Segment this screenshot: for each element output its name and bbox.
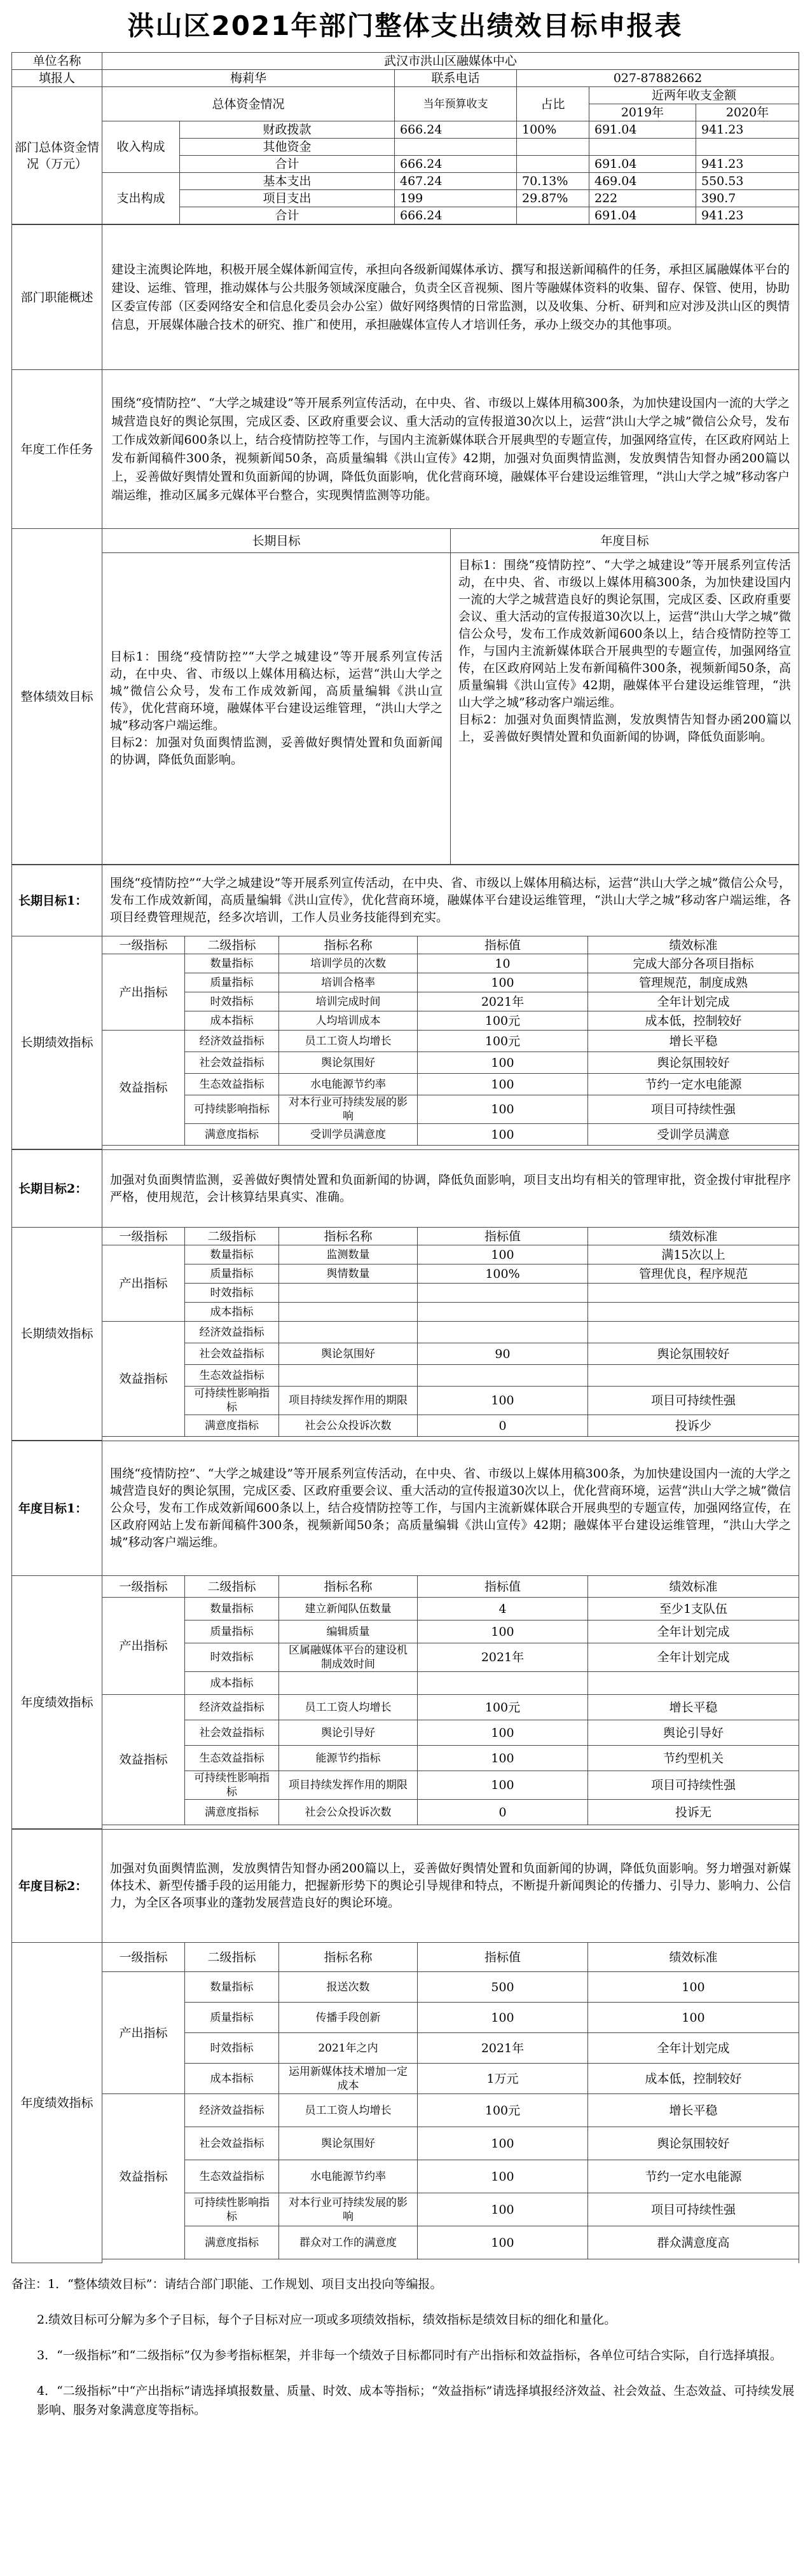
phone-number: 027-87882662 bbox=[517, 70, 799, 87]
expense-item: 项目支出 bbox=[180, 190, 395, 207]
output-standard bbox=[588, 1672, 799, 1695]
column-header: 指标名称 bbox=[279, 1576, 418, 1598]
output-second-level: 数量指标 bbox=[185, 1245, 279, 1264]
column-header: 二级指标 bbox=[185, 936, 279, 954]
output-second-level: 质量指标 bbox=[185, 973, 279, 992]
output-standard: 全年计划完成 bbox=[588, 992, 799, 1011]
output-standard: 管理规范，制度成熟 bbox=[588, 973, 799, 992]
column-header: 绩效标准 bbox=[588, 1576, 799, 1598]
effect-indicator-value: 100 bbox=[418, 2160, 588, 2193]
long2-text: 加强对负面舆情监测，妥善做好舆情处置和负面新闻的协调，降低负面影响，项目支出均有相关的管理审批，资金拨付审批程序严格，使用规范，会计核算结果真实、准确。 bbox=[102, 1150, 799, 1228]
effect-indicator-value: 100 bbox=[418, 1074, 588, 1095]
expense-cell: 691.04 bbox=[589, 207, 696, 224]
effect-indicator-value: 100 bbox=[418, 2226, 588, 2259]
column-header: 指标名称 bbox=[279, 936, 418, 954]
expense-label: 支出构成 bbox=[102, 173, 180, 224]
output-standard bbox=[588, 1303, 799, 1322]
output-second-level: 质量指标 bbox=[185, 1264, 279, 1284]
output-second-level: 数量指标 bbox=[185, 1972, 279, 2003]
effect-second-level: 可持续性影响指标 bbox=[185, 1771, 279, 1800]
effect-standard: 舆论氛围较好 bbox=[588, 1343, 799, 1365]
effect-second-level: 社会效益指标 bbox=[185, 2127, 279, 2160]
effect-indicator-value: 100元 bbox=[418, 1031, 588, 1052]
expense-cell: 550.53 bbox=[696, 173, 799, 190]
column-header: 指标值 bbox=[418, 1943, 588, 1972]
effect-standard: 投诉少 bbox=[588, 1415, 799, 1437]
effect-standard: 投诉无 bbox=[588, 1800, 799, 1825]
effect-second-level: 可持续影响指标 bbox=[185, 1095, 279, 1124]
output-second-level: 成本指标 bbox=[185, 1672, 279, 1695]
expense-cell: 467.24 bbox=[395, 173, 517, 190]
effect-indicator-value: 100 bbox=[418, 2193, 588, 2226]
output-indicator-name: 监测数量 bbox=[279, 1245, 418, 1264]
effect-indicator-value: 100 bbox=[418, 1720, 588, 1746]
expense-cell: 469.04 bbox=[589, 173, 696, 190]
year1-indicator-label: 年度绩效指标 bbox=[12, 1576, 102, 1829]
income-item: 合计 bbox=[180, 156, 395, 173]
expense-item: 合计 bbox=[180, 207, 395, 224]
expense-item: 基本支出 bbox=[180, 173, 395, 190]
effect-indicator-name: 员工工资人均增长 bbox=[279, 2094, 418, 2127]
effect-indicator-name: 舆论氛围好 bbox=[279, 1052, 418, 1074]
output-indicator-value: 2021年 bbox=[418, 2033, 588, 2064]
income-cell: 666.24 bbox=[395, 121, 517, 139]
output-indicator-name: 2021年之内 bbox=[279, 2033, 418, 2064]
output-indicator-value: 100元 bbox=[418, 1011, 588, 1031]
output-standard: 全年计划完成 bbox=[588, 1643, 799, 1672]
note-line: 4．“二级指标”中“产出指标”请选择填报数量、质量、时效、成本等指标；“效益指标”请选择填报经济效益、社会效益、生态效益、可持续发展影响、服务对象满意度等指标。 bbox=[37, 2384, 795, 2417]
year-goal-text: 目标1：围绕“疫情防控”、“大学之城建设”等开展系列宣传活动，在中央、省、市级以上媒体用稿300条，为加快建设国内一流的大学之城营造良好的舆论氛围，完成区委、区政府重要会议、重大活动的宣传报道30次以上，运营“洪山大学之城”微信公众号，发布工作成效新闻600条以上，结合疫情防控等工作，与国内主流新媒体联合开展典型的专题宣传，加强网络宣传，在区政府网站上发布新闻稿件300条，视频新闻50条，高质量编辑《洪山宣传》42期，融媒体平台建设运维管理，“洪山大学之城”移动客户端运维。 目标2：加强对负面舆情监测，发放舆情告知督办函200篇以上，妥善做好舆情处置和负面新闻的协调，降低负面影响。 bbox=[451, 553, 799, 865]
output-indicator-value: 100 bbox=[418, 1620, 588, 1643]
effect-indicator-name: 水电能源节约率 bbox=[279, 1074, 418, 1095]
expense-cell: 70.13% bbox=[517, 173, 589, 190]
notes bbox=[11, 2263, 799, 2420]
duty-text: 建设主流舆论阵地，积极开展全媒体新闻宣传，承担向各级新闻媒体承访、撰写和报送新闻稿件的任务，承担区属融媒体平台的建设、运维、管理，推动媒体与公共服务领域深度融合，负责全区音视频、图片等融媒体资料的收集、留存、保管、使用，协助区委宣传部（区委网络安全和信息化委员会办公室）做好网络舆情的日常监测，以及收集、分析、研判和应对涉及洪山区的舆情信息，开展媒体融合技术的研究、推广和使用，承担融媒体宣传人才培训任务，承办上级交办的其他事项。 bbox=[102, 225, 799, 370]
income-cell: 941.23 bbox=[696, 156, 799, 173]
expense-cell: 941.23 bbox=[696, 207, 799, 224]
output-standard: 管理优良，程序规范 bbox=[588, 1264, 799, 1284]
output-indicator-value: 100% bbox=[418, 1264, 588, 1284]
effect-second-level: 满意度指标 bbox=[185, 2226, 279, 2259]
effect-indicator-name: 能源节约指标 bbox=[279, 1746, 418, 1771]
column-header: 绩效标准 bbox=[588, 1943, 799, 1972]
effect-indicator-label: 效益指标 bbox=[102, 1031, 185, 1146]
effect-indicator-name: 舆论氛围好 bbox=[279, 1343, 418, 1365]
column-header: 指标名称 bbox=[279, 1228, 418, 1245]
effect-second-level: 经济效益指标 bbox=[185, 1695, 279, 1720]
output-second-level: 成本指标 bbox=[185, 1011, 279, 1031]
output-indicator-name: 区属融媒体平台的建设机制成效时间 bbox=[279, 1643, 418, 1672]
filler-name: 梅莉华 bbox=[102, 70, 395, 87]
output-indicator-name: 培训学员的次数 bbox=[279, 954, 418, 973]
output-indicator-value: 10 bbox=[418, 954, 588, 973]
effect-indicator-value: 100 bbox=[418, 1052, 588, 1074]
effect-indicator-label: 效益指标 bbox=[102, 1695, 185, 1825]
column-header: 一级指标 bbox=[102, 936, 185, 954]
unit-name: 武汉市洪山区融媒体中心 bbox=[102, 53, 799, 70]
column-header: 二级指标 bbox=[185, 1943, 279, 1972]
output-indicator-value: 100 bbox=[418, 973, 588, 992]
effect-standard: 受训学员满意 bbox=[588, 1124, 799, 1146]
output-indicator-value: 100 bbox=[418, 2003, 588, 2033]
output-indicator-name: 报送次数 bbox=[279, 1972, 418, 2003]
effect-standard: 舆论引导好 bbox=[588, 1720, 799, 1746]
output-indicator-name: 建立新闻队伍数量 bbox=[279, 1598, 418, 1620]
duty-label: 部门职能概述 bbox=[12, 225, 102, 370]
year2-label: 年度目标2： bbox=[12, 1830, 102, 1943]
effect-indicator-name: 员工工资人均增长 bbox=[279, 1031, 418, 1052]
output-indicator-value: 2021年 bbox=[418, 992, 588, 1011]
funds-table bbox=[11, 52, 799, 224]
effect-standard: 舆论氛围较好 bbox=[588, 1052, 799, 1074]
funds-overall-head: 总体资金情况 bbox=[102, 87, 395, 121]
effect-standard: 节约一定水电能源 bbox=[588, 1074, 799, 1095]
output-second-level: 时效指标 bbox=[185, 1643, 279, 1672]
annual-task-label: 年度工作任务 bbox=[12, 370, 102, 529]
effect-indicator-value: 100元 bbox=[418, 2094, 588, 2127]
income-cell bbox=[517, 156, 589, 173]
income-cell: 691.04 bbox=[589, 156, 696, 173]
effect-indicator-value: 100 bbox=[418, 1124, 588, 1146]
effect-indicator-label: 效益指标 bbox=[102, 2094, 185, 2259]
year-2020-head: 2020年 bbox=[696, 104, 799, 121]
year-2019-head: 2019年 bbox=[589, 104, 696, 121]
effect-second-level: 生态效益指标 bbox=[185, 1365, 279, 1387]
output-standard: 至少1支队伍 bbox=[588, 1598, 799, 1620]
output-standard: 成本低，控制较好 bbox=[588, 2064, 799, 2094]
effect-second-level: 生态效益指标 bbox=[185, 1746, 279, 1771]
note-line: 备注：1．“整体绩效目标”：请结合部门职能、工作规划、项目支出投向等编报。 bbox=[11, 2277, 443, 2291]
effect-second-level: 满意度指标 bbox=[185, 1415, 279, 1437]
long2-label: 长期目标2： bbox=[12, 1150, 102, 1228]
effect-second-level: 经济效益指标 bbox=[185, 1031, 279, 1052]
output-second-level: 质量指标 bbox=[185, 1620, 279, 1643]
effect-second-level: 生态效益指标 bbox=[185, 2160, 279, 2193]
column-header: 绩效标准 bbox=[588, 936, 799, 954]
year-goal-head: 年度目标 bbox=[451, 529, 799, 553]
column-header: 绩效标准 bbox=[588, 1228, 799, 1245]
output-indicator-value bbox=[418, 1284, 588, 1303]
spacer bbox=[102, 2259, 799, 2263]
output-standard: 完成大部分各项目指标 bbox=[588, 954, 799, 973]
long1-indicator-label: 长期绩效指标 bbox=[12, 936, 102, 1149]
output-standard: 全年计划完成 bbox=[588, 1620, 799, 1643]
column-header: 指标值 bbox=[418, 936, 588, 954]
effect-standard: 增长平稳 bbox=[588, 1031, 799, 1052]
funds-ratio-head: 占比 bbox=[517, 87, 589, 121]
output-indicator-name: 运用新媒体技术增加一定成本 bbox=[279, 2064, 418, 2094]
effect-indicator-value: 100 bbox=[418, 1746, 588, 1771]
effect-indicator-name: 受训学员满意度 bbox=[279, 1124, 418, 1146]
year2-indicator-label: 年度绩效指标 bbox=[12, 1943, 102, 2263]
output-standard bbox=[588, 1284, 799, 1303]
long-goal-text: 目标1：围绕“疫情防控”“大学之城建设”等开展系列宣传活动，在中央、省、市级以上媒体用稿达标，运营“洪山大学之城”微信公众号，发布工作成效新闻，高质量编辑《洪山宣传》，优化营商环境，融媒体平台建设运维管理，“洪山大学之城”移动客户端运维。 目标2：加强对负面舆情监测，妥善做好舆情处置和负面新闻的协调，降低负面影响。 bbox=[102, 553, 451, 865]
output-indicator-name: 培训完成时间 bbox=[279, 992, 418, 1011]
long1-section bbox=[11, 865, 799, 1149]
funds-budget-head: 当年预算收支 bbox=[395, 87, 517, 121]
output-standard: 100 bbox=[588, 2003, 799, 2033]
expense-cell: 222 bbox=[589, 190, 696, 207]
expense-cell: 666.24 bbox=[395, 207, 517, 224]
effect-indicator-value: 90 bbox=[418, 1343, 588, 1365]
effect-standard: 增长平稳 bbox=[588, 2094, 799, 2127]
effect-second-level: 经济效益指标 bbox=[185, 2094, 279, 2127]
column-header: 指标值 bbox=[418, 1576, 588, 1598]
output-indicator-label: 产出指标 bbox=[102, 1245, 185, 1322]
effect-standard: 项目可持续性强 bbox=[588, 1095, 799, 1124]
effect-indicator-value: 100 bbox=[418, 1095, 588, 1124]
effect-indicator-value bbox=[418, 1322, 588, 1343]
income-label: 收入构成 bbox=[102, 121, 180, 173]
overall-goal-label: 整体绩效目标 bbox=[12, 529, 102, 865]
output-second-level: 时效指标 bbox=[185, 2033, 279, 2064]
output-indicator-label: 产出指标 bbox=[102, 1972, 185, 2094]
effect-standard: 节约型机关 bbox=[588, 1746, 799, 1771]
effect-standard bbox=[588, 1322, 799, 1343]
note-line: 3．“一级指标”和“二级指标”仅为参考指标框架，并非每一个绩效子目标都同时有产出指标和效益指标，各单位可结合实际，自行选择填报。 bbox=[37, 2348, 782, 2362]
effect-indicator-value bbox=[418, 1365, 588, 1387]
column-header: 二级指标 bbox=[185, 1228, 279, 1245]
effect-second-level: 满意度指标 bbox=[185, 1124, 279, 1146]
filler-label: 填报人 bbox=[12, 70, 102, 87]
funds-recent-head: 近两年收支金额 bbox=[589, 87, 799, 104]
year1-label: 年度目标1： bbox=[12, 1441, 102, 1576]
page-title: 洪山区2021年部门整体支出绩效目标申报表 bbox=[127, 10, 683, 41]
income-cell bbox=[696, 139, 799, 156]
effect-indicator-value: 0 bbox=[418, 1415, 588, 1437]
effect-standard: 项目可持续性强 bbox=[588, 2193, 799, 2226]
income-item: 财政拨款 bbox=[180, 121, 395, 139]
effect-indicator-name bbox=[279, 1365, 418, 1387]
effect-second-level: 社会效益指标 bbox=[185, 1052, 279, 1074]
year1-section bbox=[11, 1441, 799, 1829]
output-standard: 成本低，控制较好 bbox=[588, 1011, 799, 1031]
output-indicator-value bbox=[418, 1672, 588, 1695]
effect-second-level: 满意度指标 bbox=[185, 1800, 279, 1825]
effect-indicator-name: 项目持续发挥作用的期限 bbox=[279, 1387, 418, 1415]
output-indicator-value: 500 bbox=[418, 1972, 588, 2003]
expense-cell bbox=[517, 207, 589, 224]
effect-standard: 节约一定水电能源 bbox=[588, 2160, 799, 2193]
long2-indicator-label: 长期绩效指标 bbox=[12, 1228, 102, 1441]
output-second-level: 时效指标 bbox=[185, 1284, 279, 1303]
output-indicator-value: 4 bbox=[418, 1598, 588, 1620]
effect-indicator-name: 舆论氛围好 bbox=[279, 2127, 418, 2160]
output-indicator-name: 编辑质量 bbox=[279, 1620, 418, 1643]
output-second-level: 质量指标 bbox=[185, 2003, 279, 2033]
income-cell: 666.24 bbox=[395, 156, 517, 173]
column-header: 一级指标 bbox=[102, 1943, 185, 1972]
expense-cell: 390.7 bbox=[696, 190, 799, 207]
output-indicator-label: 产出指标 bbox=[102, 954, 185, 1031]
output-second-level: 成本指标 bbox=[185, 1303, 279, 1322]
effect-standard: 舆论氛围较好 bbox=[588, 2127, 799, 2160]
long-goal-head: 长期目标 bbox=[102, 529, 451, 553]
year2-text: 加强对负面舆情监测，发放舆情告知督办函200篇以上，妥善做好舆情处置和负面新闻的协调，降低负面影响。努力增强对新媒体技术、新型传播手段的运用能力，把握新形势下的舆论引导规律和特点，不断提升新闻舆论的传播力、引导力、影响力、公信力，为全区各项事业的蓬勃发展营造良好的舆论环境。 bbox=[102, 1830, 799, 1943]
output-standard: 全年计划完成 bbox=[588, 2033, 799, 2064]
effect-indicator-value: 0 bbox=[418, 1800, 588, 1825]
effect-standard: 项目可持续性强 bbox=[588, 1387, 799, 1415]
effect-standard bbox=[588, 1365, 799, 1387]
output-standard: 满15次以上 bbox=[588, 1245, 799, 1264]
effect-indicator-name bbox=[279, 1322, 418, 1343]
effect-indicator-name: 对本行业可持续发展的影响 bbox=[279, 2193, 418, 2226]
output-indicator-value bbox=[418, 1303, 588, 1322]
income-cell: 941.23 bbox=[696, 121, 799, 139]
output-indicator-value: 1万元 bbox=[418, 2064, 588, 2094]
output-indicator-name bbox=[279, 1672, 418, 1695]
year1-text: 围绕“疫情防控”、“大学之城建设”等开展系列宣传活动，在中央、省、市级以上媒体用稿300条，为加快建设国内一流的大学之城营造良好的舆论氛围，完成区委、区政府重要会议、重大活动的宣传报道30次以上，优化营商环境，运营“洪山大学之城”微信公众号，发布工作成效新闻600条以上，结合疫情防控等工作，与国内主流新媒体联合开展典型的专题宣传，加强网络宣传，在区政府网站上发布新闻稿件300条，视频新闻50条；高质量编辑《洪山宣传》42期；融媒体平台建设运维管理，“洪山大学之城”移动客户端运维。 bbox=[102, 1441, 799, 1576]
output-second-level: 时效指标 bbox=[185, 992, 279, 1011]
long1-label: 长期目标1： bbox=[12, 865, 102, 936]
effect-indicator-value: 100 bbox=[418, 1387, 588, 1415]
column-header: 一级指标 bbox=[102, 1576, 185, 1598]
spacer bbox=[102, 1825, 799, 1829]
spacer bbox=[102, 1146, 799, 1149]
income-cell bbox=[589, 139, 696, 156]
phone-label: 联系电话 bbox=[395, 70, 517, 87]
effect-indicator-name: 员工工资人均增长 bbox=[279, 1695, 418, 1720]
goals-table bbox=[11, 224, 799, 865]
effect-indicator-name: 对本行业可持续发展的影响 bbox=[279, 1095, 418, 1124]
income-item: 其他资金 bbox=[180, 139, 395, 156]
expense-cell: 199 bbox=[395, 190, 517, 207]
annual-task-text: 围绕“疫情防控”、“大学之城建设”等开展系列宣传活动，在中央、省、市级以上媒体用稿300条，为加快建设国内一流的大学之城营造良好的舆论氛围，完成区委、区政府重要会议、重大活动的宣传报道30次以上，运营“洪山大学之城”微信公众号，发布工作成效新闻600条以上，结合疫情防控等工作，与国内主流新媒体联合开展典型的专题宣传，加强网络宣传，在区政府网站上发布新闻稿件300条，视频新闻50条，高质量编辑《洪山宣传》42期，加强对负面舆情监测，发放舆情告知督办函200篇以上，妥善做好舆情处置和负面新闻的协调，降低负面影响，优化营商环境，融媒体平台建设运维管理，“洪山大学之城”移动客户端运维，推动区属多元媒体平台整合，实现舆情监测等功能。 bbox=[102, 370, 799, 529]
effect-indicator-label: 效益指标 bbox=[102, 1322, 185, 1437]
effect-indicator-value: 100 bbox=[418, 2127, 588, 2160]
effect-indicator-name: 水电能源节约率 bbox=[279, 2160, 418, 2193]
effect-standard: 增长平稳 bbox=[588, 1695, 799, 1720]
output-indicator-name bbox=[279, 1303, 418, 1322]
long1-text: 围绕“疫情防控”“大学之城建设”等开展系列宣传活动，在中央、省、市级以上媒体用稿达标，运营“洪山大学之城”微信公众号，发布工作成效新闻，高质量编辑《洪山宣传》，优化营商环境，融媒体平台建设运维管理，“洪山大学之城”移动客户端运维，各项目经费管理规范，经多次培训，工作人员业务技能得到充实。 bbox=[102, 865, 799, 936]
long2-section bbox=[11, 1149, 799, 1441]
effect-indicator-value: 100 bbox=[418, 1771, 588, 1800]
income-cell bbox=[395, 139, 517, 156]
effect-indicator-name: 舆论引导好 bbox=[279, 1720, 418, 1746]
income-cell bbox=[517, 139, 589, 156]
income-cell: 100% bbox=[517, 121, 589, 139]
income-cell: 691.04 bbox=[589, 121, 696, 139]
effect-indicator-name: 社会公众投诉次数 bbox=[279, 1415, 418, 1437]
column-header: 二级指标 bbox=[185, 1576, 279, 1598]
note-line: 2.绩效目标可分解为多个子目标，每个子目标对应一项或多项绩效指标，绩效指标是绩效目标的细化和量化。 bbox=[37, 2313, 617, 2327]
output-standard: 100 bbox=[588, 1972, 799, 2003]
output-second-level: 数量指标 bbox=[185, 954, 279, 973]
column-header: 指标值 bbox=[418, 1228, 588, 1245]
effect-second-level: 可持续性影响指标 bbox=[185, 1387, 279, 1415]
unit-label: 单位名称 bbox=[12, 53, 102, 70]
output-indicator-value: 100 bbox=[418, 1245, 588, 1264]
effect-second-level: 社会效益指标 bbox=[185, 1720, 279, 1746]
output-indicator-name: 人均培训成本 bbox=[279, 1011, 418, 1031]
effect-second-level: 社会效益指标 bbox=[185, 1343, 279, 1365]
column-header: 一级指标 bbox=[102, 1228, 185, 1245]
effect-second-level: 经济效益指标 bbox=[185, 1322, 279, 1343]
effect-standard: 项目可持续性强 bbox=[588, 1771, 799, 1800]
output-indicator-name bbox=[279, 1284, 418, 1303]
expense-cell: 29.87% bbox=[517, 190, 589, 207]
effect-second-level: 可持续性影响指标 bbox=[185, 2193, 279, 2226]
funds-label: 部门总体资金情况（万元） bbox=[12, 87, 102, 224]
effect-indicator-name: 群众对工作的满意度 bbox=[279, 2226, 418, 2259]
effect-second-level: 生态效益指标 bbox=[185, 1074, 279, 1095]
spacer bbox=[102, 1437, 799, 1441]
output-indicator-name: 培训合格率 bbox=[279, 973, 418, 992]
effect-indicator-name: 项目持续发挥作用的期限 bbox=[279, 1771, 418, 1800]
effect-standard: 群众满意度高 bbox=[588, 2226, 799, 2259]
output-second-level: 成本指标 bbox=[185, 2064, 279, 2094]
column-header: 指标名称 bbox=[279, 1943, 418, 1972]
output-second-level: 数量指标 bbox=[185, 1598, 279, 1620]
output-indicator-name: 传播手段创新 bbox=[279, 2003, 418, 2033]
year2-section bbox=[11, 1829, 799, 2263]
effect-indicator-name: 社会公众投诉次数 bbox=[279, 1800, 418, 1825]
output-indicator-name: 舆情数量 bbox=[279, 1264, 418, 1284]
effect-indicator-value: 100元 bbox=[418, 1695, 588, 1720]
output-indicator-value: 2021年 bbox=[418, 1643, 588, 1672]
output-indicator-label: 产出指标 bbox=[102, 1598, 185, 1695]
